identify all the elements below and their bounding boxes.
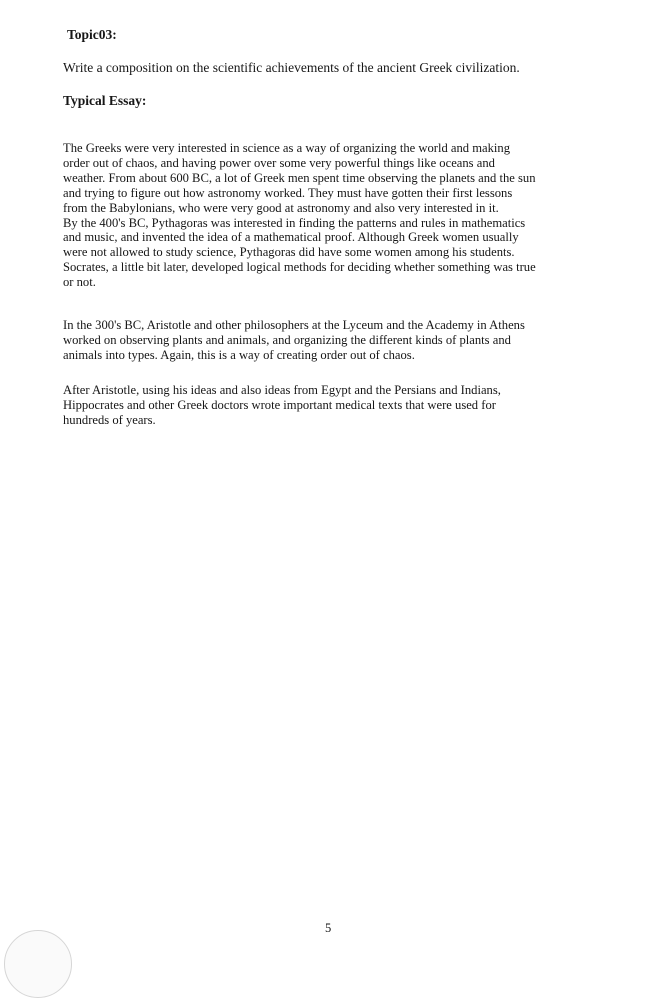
text-line: The Greeks were very interested in science as a way of organizing the world and making [63,141,511,155]
text-line: order out of chaos, and having power over some very powerful things like oceans and [63,155,495,170]
text-line: from the Babylonians, who were very good at astronomy and also very interested in it. [63,200,499,215]
text-line: Socrates, a little bit later, developed logical methods for deciding whether something was true [63,260,536,275]
essay-prompt: Write a composition on the scientific achievements of the ancient Greek civilization. [63,60,520,75]
text-line: or not. [63,275,96,290]
text-line: By the 400's BC, Pythagoras was interested in finding the patterns and rules in mathematics [63,215,526,230]
essay-heading: Typical Essay: [63,93,147,108]
text-line: and music, and invented the idea of a mathematical proof. Although Greek women usually [63,230,519,245]
text-line: worked on observing plants and animals, and organizing the different kinds of plants and [63,332,511,347]
text-line: animals into types. Again, this is a way of creating order out of chaos. [63,347,415,362]
text-line: hundreds of years. [63,412,156,427]
text-line: Hippocrates and other Greek doctors wrote important medical texts that were used for [63,397,496,412]
text-line: and trying to figure out how astronomy worked. They must have gotten their first lessons [63,185,513,200]
page-number: 5 [325,921,332,935]
text-line: were not allowed to study science, Pythagoras did have some women among his students. [63,245,515,260]
essay-paragraph-1 [63,141,603,290]
corner-overlay-circle [4,930,72,998]
text-line: In the 300's BC, Aristotle and other philosophers at the Lyceum and the Academy in Athens [63,318,525,332]
text-line: weather. From about 600 BC, a lot of Greek men spent time observing the planets and the sun [63,170,536,185]
text-line: After Aristotle, using his ideas and also ideas from Egypt and the Persians and Indians, [63,383,501,397]
topic-label: Topic03: [67,27,117,42]
essay-paragraph-2 [63,318,603,363]
essay-paragraph-3 [63,383,603,428]
